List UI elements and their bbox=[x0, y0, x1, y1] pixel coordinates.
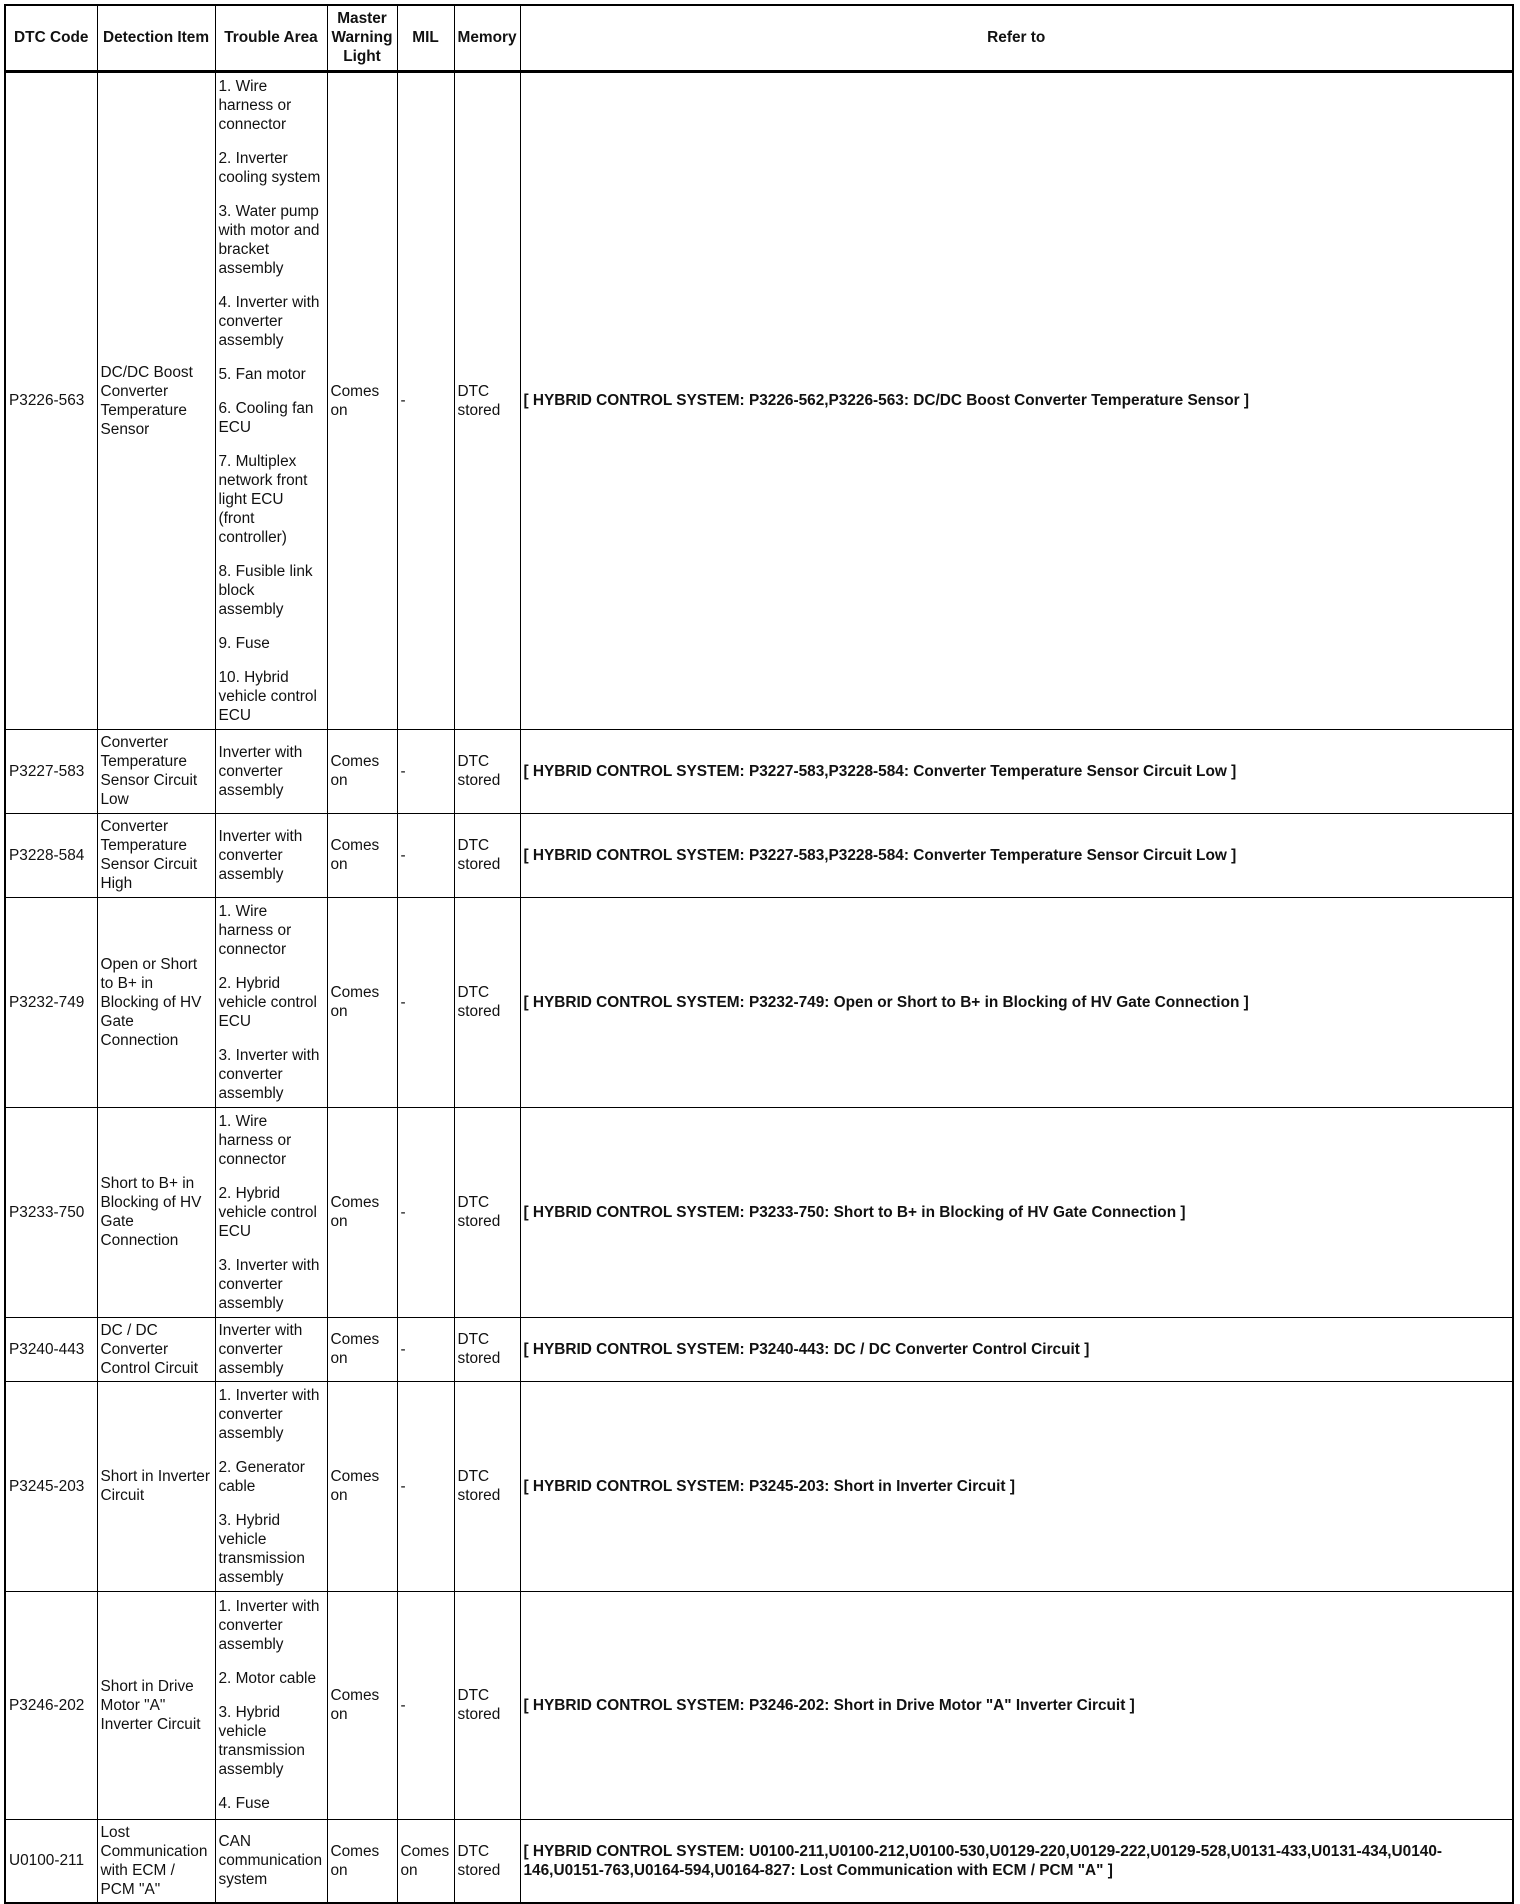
trouble-area-list bbox=[219, 1112, 324, 1313]
trouble-area-item: 3. Inverter with converter assembly bbox=[218, 1046, 320, 1102]
memory-cell: DTC stored bbox=[454, 1381, 520, 1591]
table-row bbox=[5, 71, 1513, 729]
trouble-area-cell bbox=[215, 1381, 327, 1591]
dtc-code-cell: P3246-202 bbox=[5, 1591, 97, 1819]
detection-item-cell: Short in Inverter Circuit bbox=[97, 1381, 215, 1591]
master-warning-light-cell: Comes on bbox=[327, 1591, 397, 1819]
trouble-area-list bbox=[219, 743, 324, 800]
memory-cell: DTC stored bbox=[454, 71, 520, 729]
dtc-code-cell: P3245-203 bbox=[5, 1381, 97, 1591]
trouble-area-item: 2. Inverter cooling system bbox=[218, 149, 321, 186]
header-mil: MIL bbox=[397, 5, 454, 71]
memory-cell: DTC stored bbox=[454, 1591, 520, 1819]
header-dtc-code: DTC Code bbox=[5, 5, 97, 71]
trouble-area-item: 3. Hybrid vehicle transmission assembly bbox=[218, 1511, 305, 1586]
mil-cell: - bbox=[397, 897, 454, 1107]
trouble-area-item: 2. Motor cable bbox=[218, 1670, 317, 1687]
trouble-area-cell bbox=[215, 1317, 327, 1381]
table-body bbox=[5, 71, 1513, 1903]
table-row bbox=[5, 1381, 1513, 1591]
trouble-area-list bbox=[219, 1832, 324, 1889]
master-warning-light-cell: Comes on bbox=[327, 71, 397, 729]
table-row bbox=[5, 729, 1513, 813]
mil-cell: Comes on bbox=[397, 1819, 454, 1903]
trouble-area-item: 4. Fuse bbox=[218, 1795, 270, 1812]
memory-cell: DTC stored bbox=[454, 1819, 520, 1903]
trouble-area-list bbox=[219, 1386, 324, 1587]
refer-to-cell: [ HYBRID CONTROL SYSTEM: P3227-583,P3228-584: Converter Temperature Sensor Circuit Low ] bbox=[520, 813, 1513, 897]
table-row bbox=[5, 1591, 1513, 1819]
trouble-area-item: Inverter with converter assembly bbox=[218, 1321, 303, 1377]
refer-to-cell: [ HYBRID CONTROL SYSTEM: P3232-749: Open or Short to B+ in Blocking of HV Gate Connection ] bbox=[520, 897, 1513, 1107]
trouble-area-item: 6. Cooling fan ECU bbox=[218, 399, 314, 436]
refer-to-cell: [ HYBRID CONTROL SYSTEM: P3227-583,P3228-584: Converter Temperature Sensor Circuit Low ] bbox=[520, 729, 1513, 813]
header-detection-item: Detection Item bbox=[97, 5, 215, 71]
trouble-area-item: 1. Inverter with converter assembly bbox=[218, 1386, 320, 1442]
refer-to-cell: [ HYBRID CONTROL SYSTEM: P3226-562,P3226-563: DC/DC Boost Converter Temperature Sensor ] bbox=[520, 71, 1513, 729]
memory-cell: DTC stored bbox=[454, 1317, 520, 1381]
trouble-area-item: 3. Inverter with converter assembly bbox=[218, 1256, 320, 1312]
trouble-area-cell bbox=[215, 813, 327, 897]
master-warning-light-cell: Comes on bbox=[327, 813, 397, 897]
detection-item-cell: Open or Short to B+ in Blocking of HV Gate Connection bbox=[97, 897, 215, 1107]
trouble-area-list bbox=[219, 77, 324, 725]
master-warning-light-cell: Comes on bbox=[327, 897, 397, 1107]
trouble-area-cell bbox=[215, 1107, 327, 1317]
table-row bbox=[5, 897, 1513, 1107]
trouble-area-cell bbox=[215, 897, 327, 1107]
refer-to-cell: [ HYBRID CONTROL SYSTEM: U0100-211,U0100-212,U0100-530,U0129-220,U0129-222,U0129-528,U0131-433,U0131-434,U0140-146,U0151-763,U0164-594,U0164-827: Lost Communication with ECM / PCM "A" ] bbox=[520, 1819, 1513, 1903]
mil-cell: - bbox=[397, 1381, 454, 1591]
trouble-area-item: 3. Water pump with motor and bracket assembly bbox=[218, 202, 320, 277]
mil-cell: - bbox=[397, 71, 454, 729]
trouble-area-item: 2. Hybrid vehicle control ECU bbox=[218, 974, 317, 1030]
mil-cell: - bbox=[397, 1591, 454, 1819]
mil-cell: - bbox=[397, 1317, 454, 1381]
trouble-area-item: 9. Fuse bbox=[218, 634, 270, 652]
mil-cell: - bbox=[397, 729, 454, 813]
dtc-code-cell: P3232-749 bbox=[5, 897, 97, 1107]
trouble-area-item: 1. Wire harness or connector bbox=[218, 902, 292, 958]
table-row bbox=[5, 1107, 1513, 1317]
refer-to-cell: [ HYBRID CONTROL SYSTEM: P3240-443: DC / DC Converter Control Circuit ] bbox=[520, 1317, 1513, 1381]
trouble-area-item: CAN communication system bbox=[218, 1833, 323, 1889]
trouble-area-item: 1. Inverter with converter assembly bbox=[218, 1598, 320, 1653]
header-master-warning-light: Master Warning Light bbox=[327, 5, 397, 71]
mil-cell: - bbox=[397, 813, 454, 897]
master-warning-light-cell: Comes on bbox=[327, 729, 397, 813]
detection-item-cell: Converter Temperature Sensor Circuit Low bbox=[97, 729, 215, 813]
dtc-code-cell: P3240-443 bbox=[5, 1317, 97, 1381]
memory-cell: DTC stored bbox=[454, 813, 520, 897]
trouble-area-item: 7. Multiplex network front light ECU (front controller) bbox=[218, 452, 308, 546]
trouble-area-item: 1. Wire harness or connector bbox=[218, 1112, 292, 1168]
table-row bbox=[5, 813, 1513, 897]
dtc-code-cell: P3227-583 bbox=[5, 729, 97, 813]
trouble-area-list bbox=[219, 1321, 324, 1378]
table-header-row bbox=[5, 5, 1513, 71]
master-warning-light-cell: Comes on bbox=[327, 1819, 397, 1903]
trouble-area-item: 2. Hybrid vehicle control ECU bbox=[218, 1184, 317, 1240]
master-warning-light-cell: Comes on bbox=[327, 1381, 397, 1591]
trouble-area-list bbox=[219, 1597, 324, 1813]
dtc-code-cell: P3233-750 bbox=[5, 1107, 97, 1317]
refer-to-cell: [ HYBRID CONTROL SYSTEM: P3233-750: Short to B+ in Blocking of HV Gate Connection ] bbox=[520, 1107, 1513, 1317]
trouble-area-cell bbox=[215, 1591, 327, 1819]
trouble-area-item: 8. Fusible link block assembly bbox=[218, 562, 313, 618]
refer-to-cell: [ HYBRID CONTROL SYSTEM: P3246-202: Short in Drive Motor "A" Inverter Circuit ] bbox=[520, 1591, 1513, 1819]
refer-to-cell: [ HYBRID CONTROL SYSTEM: P3245-203: Short in Inverter Circuit ] bbox=[520, 1381, 1513, 1591]
trouble-area-list bbox=[219, 827, 324, 884]
detection-item-cell: Converter Temperature Sensor Circuit High bbox=[97, 813, 215, 897]
detection-item-cell: Lost Communication with ECM / PCM "A" bbox=[97, 1819, 215, 1903]
header-trouble-area: Trouble Area bbox=[215, 5, 327, 71]
memory-cell: DTC stored bbox=[454, 897, 520, 1107]
memory-cell: DTC stored bbox=[454, 1107, 520, 1317]
detection-item-cell: Short in Drive Motor "A" Inverter Circuit bbox=[97, 1591, 215, 1819]
dtc-table-container bbox=[4, 4, 1514, 1898]
trouble-area-cell bbox=[215, 71, 327, 729]
trouble-area-cell bbox=[215, 729, 327, 813]
memory-cell: DTC stored bbox=[454, 729, 520, 813]
dtc-table bbox=[4, 4, 1514, 1904]
table-row bbox=[5, 1819, 1513, 1903]
dtc-code-cell: U0100-211 bbox=[5, 1819, 97, 1903]
master-warning-light-cell: Comes on bbox=[327, 1317, 397, 1381]
trouble-area-item: Inverter with converter assembly bbox=[218, 827, 303, 883]
trouble-area-item: Inverter with converter assembly bbox=[218, 743, 303, 799]
trouble-area-cell bbox=[215, 1819, 327, 1903]
dtc-code-cell: P3226-563 bbox=[5, 71, 97, 729]
trouble-area-item: 4. Inverter with converter assembly bbox=[218, 293, 320, 349]
trouble-area-item: 3. Hybrid vehicle transmission assembly bbox=[218, 1704, 305, 1778]
detection-item-cell: DC/DC Boost Converter Temperature Sensor bbox=[97, 71, 215, 729]
table-row bbox=[5, 1317, 1513, 1381]
trouble-area-item: 2. Generator cable bbox=[218, 1458, 305, 1495]
mil-cell: - bbox=[397, 1107, 454, 1317]
header-refer-to: Refer to bbox=[520, 5, 1513, 71]
dtc-code-cell: P3228-584 bbox=[5, 813, 97, 897]
detection-item-cell: Short to B+ in Blocking of HV Gate Connection bbox=[97, 1107, 215, 1317]
trouble-area-item: 5. Fan motor bbox=[218, 365, 306, 383]
trouble-area-item: 10. Hybrid vehicle control ECU bbox=[218, 668, 317, 724]
detection-item-cell: DC / DC Converter Control Circuit bbox=[97, 1317, 215, 1381]
header-memory: Memory bbox=[454, 5, 520, 71]
master-warning-light-cell: Comes on bbox=[327, 1107, 397, 1317]
trouble-area-item: 1. Wire harness or connector bbox=[218, 77, 292, 133]
trouble-area-list bbox=[219, 902, 324, 1103]
